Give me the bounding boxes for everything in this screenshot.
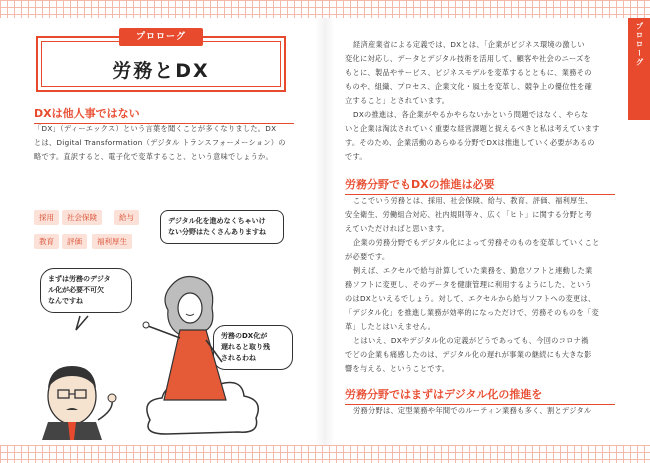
- right-page: [325, 0, 650, 463]
- paragraph-line: DXの推進は、各企業がやるかやらないかという問題ではなく、やらな: [353, 110, 589, 119]
- chapter-title-box: [36, 32, 286, 92]
- bottom-grid-border: [0, 445, 650, 463]
- tag-recruitment: 採用: [34, 210, 59, 225]
- paragraph-line: 企業の労務分野でもデジタル化によって労務そのものを変革していくこと: [353, 238, 600, 247]
- paragraph-line: とは、Digital Transformation（デジタル トランスフォーメーション）の: [34, 138, 286, 147]
- section-heading-labor-dx: 労務分野でもDXの推進は必要: [345, 176, 615, 195]
- bubble-line: ル化が必要不可欠: [48, 286, 104, 294]
- paragraph-line: とはいえ、DXやデジタル化の定義がどうであっても、今回のコロナ禍: [353, 336, 589, 345]
- tag-social-insurance: 社会保険: [62, 210, 102, 225]
- section-heading-digitalization-first: 労務分野ではまずはデジタル化の推進を: [345, 386, 615, 405]
- speech-bubble-woman-top: [160, 210, 284, 244]
- paragraph-line: 立すること」とされています。: [345, 96, 450, 105]
- paragraph-line: す。そのため、企業活動のあらゆる分野でDXは推進していく必要があるの: [345, 138, 595, 147]
- paragraph-line: 響を与える、ということです。: [345, 364, 450, 373]
- side-chapter-label: [628, 0, 650, 120]
- paragraph-line: ものや、組織、プロセス、企業文化・風土を変革し、競争上の優位性を確: [345, 82, 593, 91]
- paragraph-line: 変化に対応し、データとデジタル技術を活用して、顧客や社会のニーズを: [345, 54, 592, 63]
- paragraph-line: 経済産業省による定義では、DXとは、「企業がビジネス環境の激しい: [353, 40, 585, 49]
- section-heading-dx-not-others: DXは他人事ではない: [34, 105, 294, 124]
- man-illustration: [42, 366, 116, 440]
- paragraph-line: 労務分野は、定型業務や年間でのルーティン業務も多く、割とデジタル: [353, 406, 592, 415]
- section3-paragraph: [345, 404, 625, 418]
- paragraph-line: 安全衛生、労働組合対応、社内規則等々、広く「ヒト」に関する分野と考: [345, 210, 593, 219]
- bubble-tail-icon: [76, 316, 88, 330]
- bubble-line: デジタル化を進めなくちゃいけ: [168, 217, 266, 225]
- bubble-line: されるわね: [221, 354, 256, 362]
- paragraph-line: ここでいう労務とは、採用、社会保険、給与、教育、評価、福利厚生、: [353, 196, 593, 205]
- paragraph-line: 務ソフトに変更し、そのデータを健康管理に利用するようにした、という: [345, 280, 593, 289]
- illustration-characters: [30, 250, 320, 440]
- bubble-line: まずは労務のデジタ: [48, 275, 111, 283]
- tag-salary: 給与: [114, 210, 139, 225]
- paragraph-line: もとに、製品やサービス、ビジネスモデルを変革するとともに、業務その: [345, 68, 592, 77]
- section2-paragraph: [345, 194, 625, 376]
- paragraph-line: です。: [345, 152, 367, 161]
- tag-welfare: 福利厚生: [92, 234, 132, 249]
- paragraph-line: が必要です。: [345, 252, 390, 261]
- bubble-line: ない分野はたくさんありますね: [168, 228, 266, 236]
- paragraph-line: 革」したとはいえません。: [345, 322, 436, 331]
- paragraph-line: 例えば、エクセルで給与計算していた業務を、勤怠ソフトと連動した業: [353, 266, 593, 275]
- woman-illustration: [143, 277, 226, 401]
- tag-evaluation: 評価: [62, 234, 87, 249]
- chapter-tab-label: プロローグ: [119, 28, 203, 46]
- paragraph-line: 略です。直訳すると、電子化で変革すること、という意味でしょうか。: [34, 152, 274, 161]
- paragraph-line: 「DX」（ディーエックス）という言葉を聞くことが多くなりました。DX: [34, 124, 277, 133]
- bubble-line: なんですね: [48, 297, 83, 305]
- paragraph-line: いと企業は淘汰されていく重要な経営課題と捉えるべきと私は考えています: [345, 124, 600, 133]
- bubble-line: 遅れると取り残: [221, 343, 270, 351]
- section1-paragraph: [34, 122, 296, 164]
- top-grid-border: [0, 0, 650, 18]
- bubble-line: 労務のDX化が: [221, 332, 268, 340]
- paragraph-line: でどの企業も痛感したのは、デジタル化の遅れが事業の継続にも大きな影: [345, 350, 592, 359]
- paragraph-line: 「デジタル化」を推進し業務が効率的になっただけで、労務そのものを「変: [345, 308, 600, 317]
- tag-education: 教育: [34, 234, 59, 249]
- side-chapter-text: プロローグ: [635, 22, 644, 67]
- paragraph-line: のはDXといえるでしょう。対して、エクセルから給与ソフトへの変更は、: [345, 294, 596, 303]
- paragraph-line: えていただければと思います。: [345, 224, 450, 233]
- intro-paragraph: [345, 38, 625, 164]
- chapter-title: 労務とDX: [112, 60, 210, 82]
